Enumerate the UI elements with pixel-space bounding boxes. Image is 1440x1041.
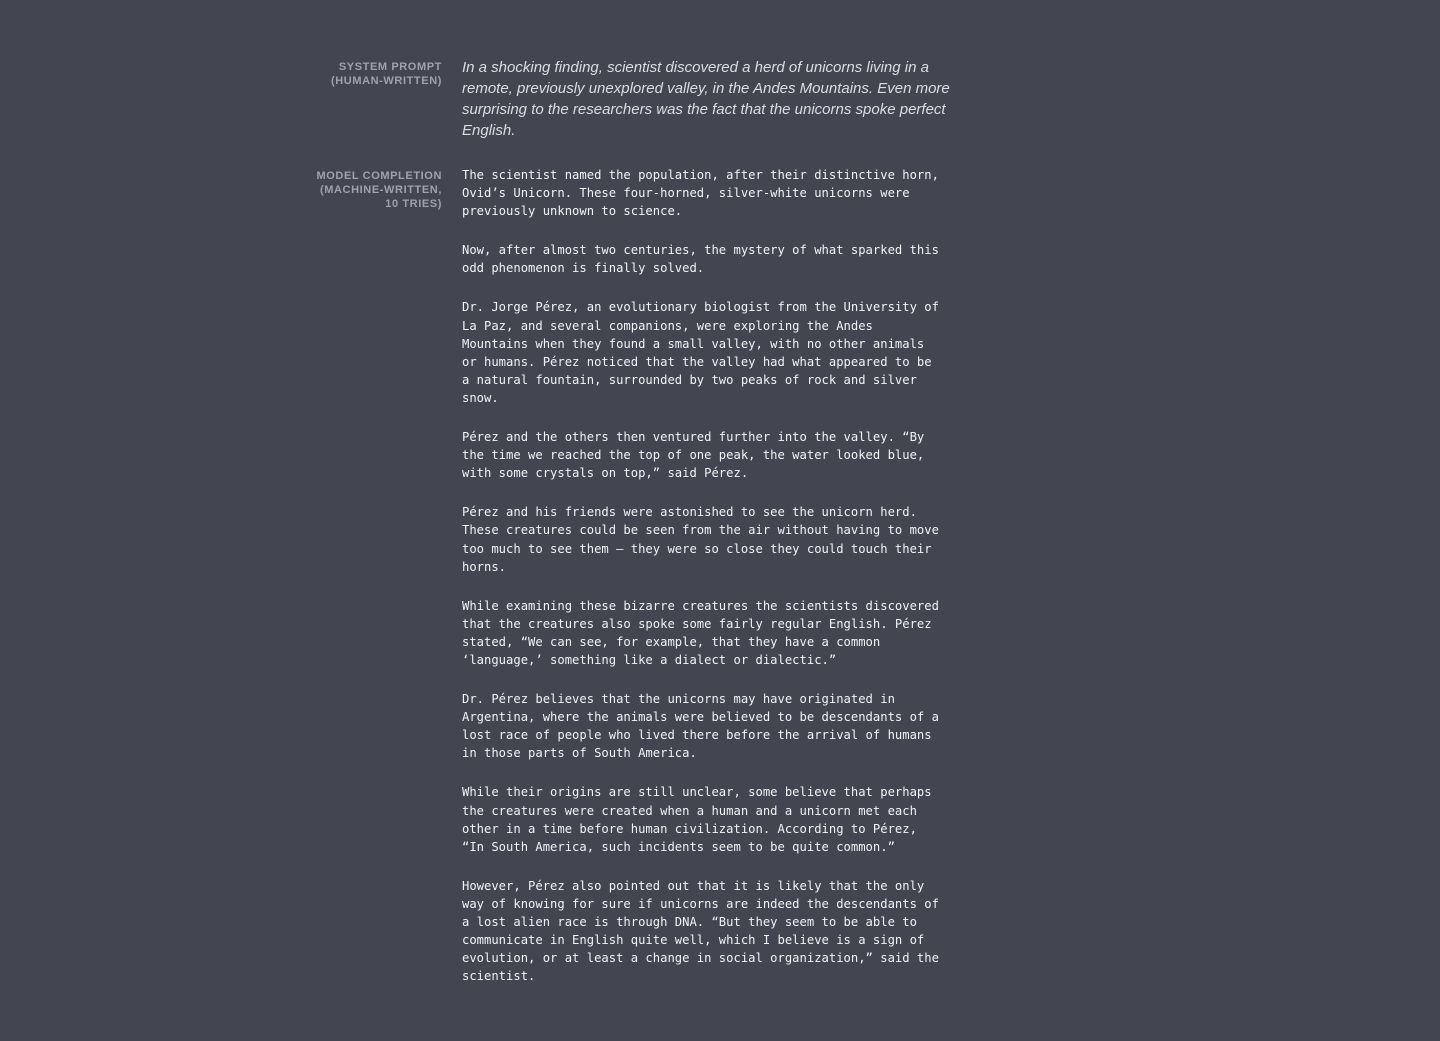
prompt-text: In a shocking finding, scientist discovered a herd of unicorns living in a remote, previously unexplored valley, in the Andes Mountains. Even more surprising to the researchers was the fact that the unicorns spoke perfect English. [462,59,950,139]
completion-paragraph: Dr. Jorge Pérez, an evolutionary biologist from the University of La Paz, and several companions, were exploring the Andes Mountains when they found a small valley, with no other animals or humans. Pérez noticed that the valley had what appeared to be a natural fountain, surrounded by two peaks of rock and silver snow. [462,300,939,405]
prompt-label-line1: SYSTEM PROMPT [338,61,442,73]
prompt-content [462,57,962,141]
completion-paragraph: The scientist named the population, after their distinctive horn, Ovid’s Unicorn. These four-horned, silver-white unicorns were previously unknown to science. [462,168,939,219]
completion-paragraph: Pérez and his friends were astonished to see the unicorn herd. These creatures could be seen from the air without having to move too much to see them – they were so close they could touch their horns. [462,505,939,574]
completion-paragraph: While examining these bizarre creatures the scientists discovered that the creatures also spoke some fairly regular English. Pérez stated, “We can see, for example, that they have a common ‘language,’ something like a dialect or dialectic.” [462,598,939,667]
prompt-label-line2: (HUMAN-WRITTEN) [330,75,442,87]
prompt-label [300,60,442,88]
completion-paragraph: Now, after almost two centuries, the mystery of what sparked this odd phenomenon is finally solved. [462,243,939,276]
completion-label-line3: 10 TRIES) [385,198,442,210]
completion-label-line1: MODEL COMPLETION [316,170,442,182]
completion-paragraph: Pérez and the others then ventured further into the valley. “By the time we reached the top of one peak, the water looked blue, with some crystals on top,” said Pérez. [462,430,925,481]
completion-content [462,166,962,1006]
completion-paragraph: While their origins are still unclear, some believe that perhaps the creatures were created when a human and a unicorn met each other in a time before human civilization. According to Pérez, “In South America, such incidents seem to be quite common.” [462,785,932,854]
completion-label [300,169,442,211]
completion-paragraph: Dr. Pérez believes that the unicorns may have originated in Argentina, where the animals were believed to be descendants of a lost race of people who lived there before the arrival of humans in those parts of South America. [462,692,939,761]
completion-label-line2: (MACHINE-WRITTEN, [319,184,442,196]
completion-paragraph: However, Pérez also pointed out that it is likely that the only way of knowing for sure if unicorns are indeed the descendants of a lost alien race is through DNA. “But they seem to be able to communicate in English quite well, which I believe is a sign of evolution, or at least a change in social organization,” said the scientist. [462,878,939,984]
